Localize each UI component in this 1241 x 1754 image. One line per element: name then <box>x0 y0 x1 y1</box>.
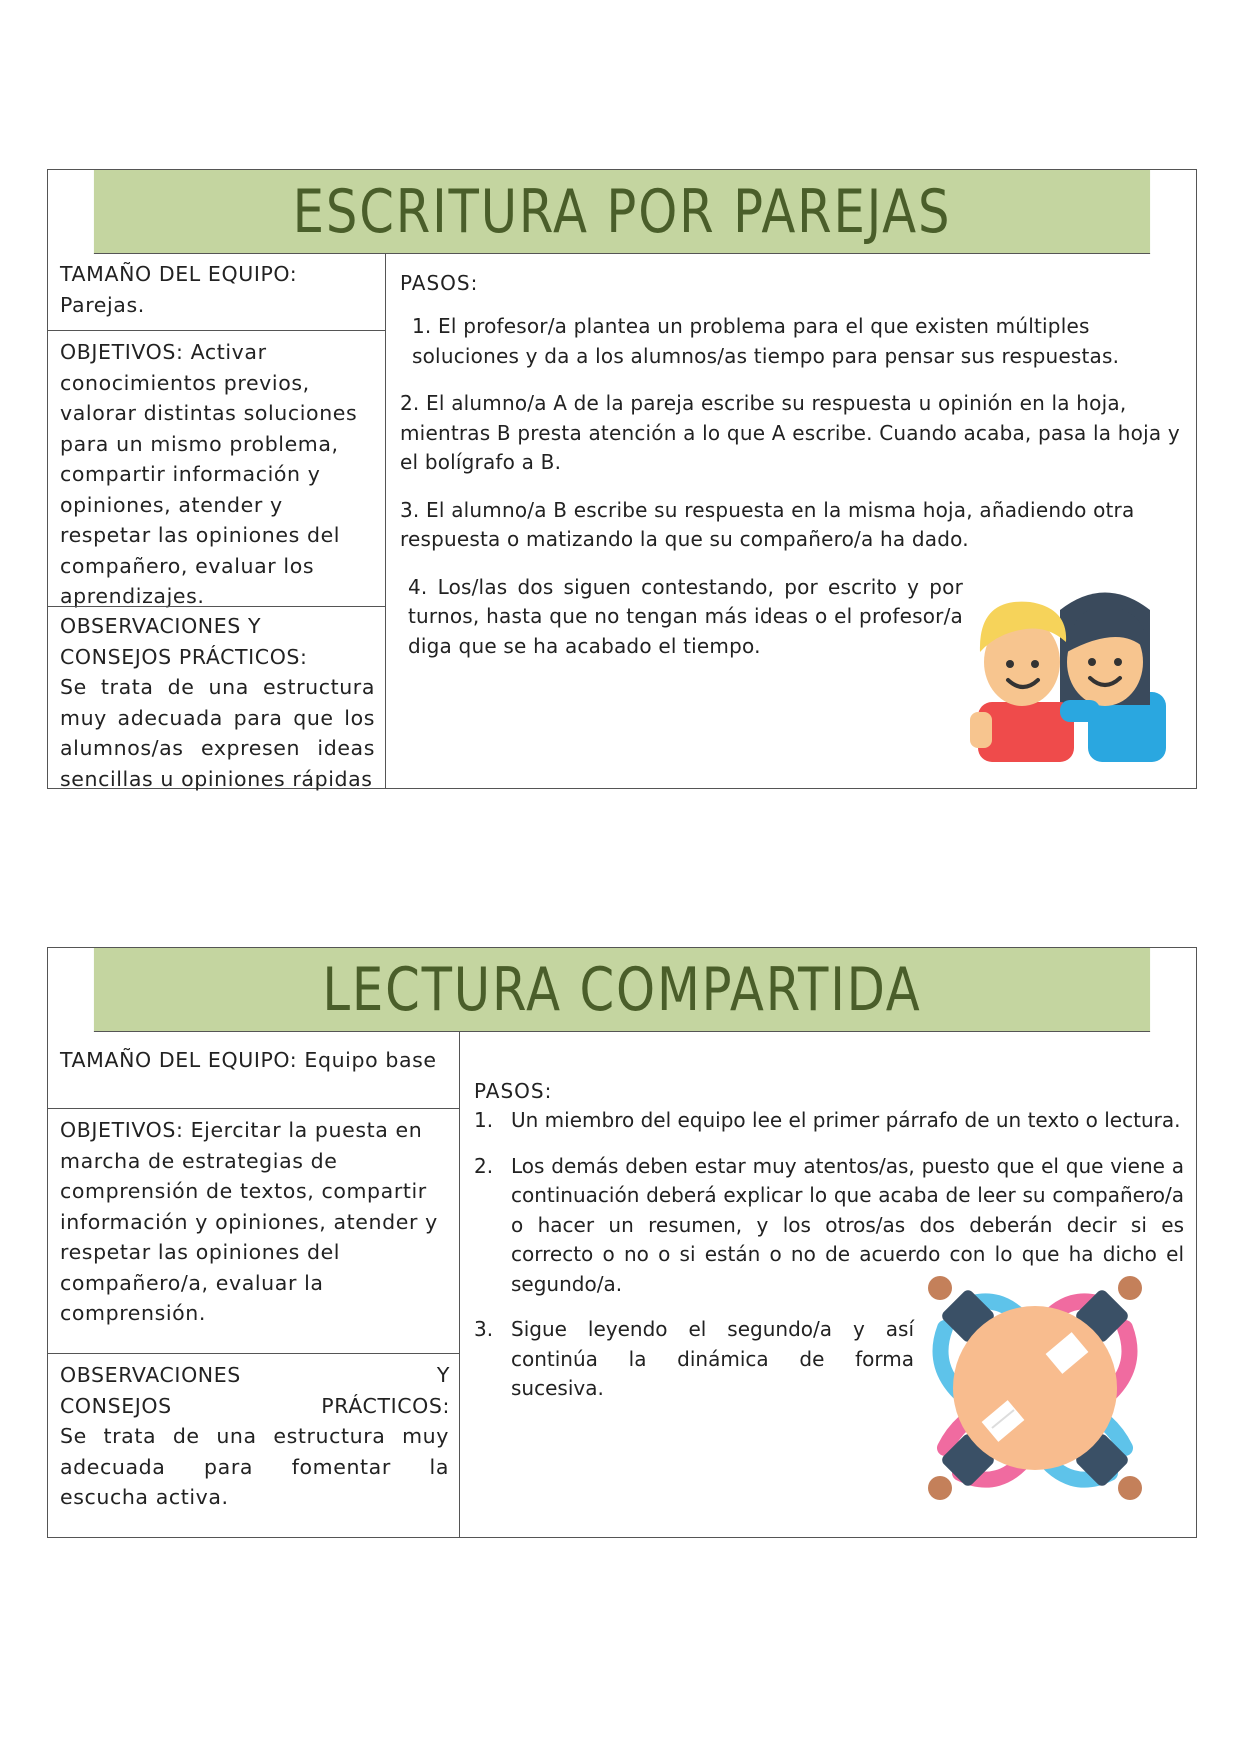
step-text: Sigue leyendo el segundo/a y así continúa la dinámica de forma sucesiva. <box>511 1317 914 1400</box>
step-2: 2. El alumno/a A de la pareja escribe su respuesta u opinión en la hoja, mientras B presta atención a lo que A escribe. Cuando acaba, pasa la hoja y el bolígrafo a B. <box>400 391 1180 474</box>
step-3: 3. El alumno/a B escribe su respuesta en la misma hoja, añadiendo otra respuesta o matizando la que su compañero/a ha dado. <box>400 497 1135 551</box>
round-table-team-icon <box>920 1268 1150 1508</box>
steps-title: PASOS: <box>474 1079 553 1103</box>
observations-cell <box>48 1353 459 1537</box>
two-kids-icon <box>940 582 1170 762</box>
step-2-text: Los demás deben estar muy atentos/as, puesto que el que viene a continuación deberá explicar lo que acaba de leer su compañero/a o hacer un resumen, y los otros/as dos deberán decir si es correcto o no o si están o no de acuerdo con lo que ha dicho el segundo/a. <box>511 1153 1184 1296</box>
info-column <box>48 1031 460 1537</box>
team-size-text: TAMAÑO DEL EQUIPO: Equipo base <box>60 1048 437 1072</box>
step-1: 1. El profesor/a plantea un problema para el que existen múltiples soluciones y da a los alumnos/as tiempo para pensar sus respuestas. <box>412 314 1120 368</box>
step-3 <box>474 1315 914 1404</box>
team-size-cell <box>48 1031 459 1108</box>
step-number: 2. <box>474 1153 494 1178</box>
step-1 <box>474 1106 1184 1136</box>
step-4: 4. Los/las dos siguen contestando, por escrito y por turnos, hasta que no tengan más ideas o el profesor/a diga que se ha acabado el tiempo. <box>408 574 963 658</box>
observations-title: OBSERVACIONES Y CONSEJOS PRÁCTICOS: <box>60 614 308 669</box>
objectives-text: OBJETIVOS: Ejercitar la puesta en marcha de estrategias de comprensión de textos, compartir información y opiniones, atender y respetar las opiniones del compañero/a, evaluar la comprensión. <box>60 1118 438 1325</box>
step-number: 3. <box>474 1317 494 1341</box>
card-title: LECTURA COMPARTIDA <box>94 948 1150 1032</box>
steps-title: PASOS: <box>400 271 479 295</box>
observations-cell <box>48 606 385 791</box>
observations-text: Se trata de una estructura muy adecuada para que los alumnos/as expresen ideas sencillas u opiniones rápidas <box>60 675 375 791</box>
objectives-cell <box>48 1108 459 1353</box>
observations-text: Se trata de una estructura muy adecuada para fomentar la escucha activa. <box>60 1424 449 1509</box>
objectives-cell <box>48 330 385 606</box>
team-size-text: TAMAÑO DEL EQUIPO: Parejas. <box>60 262 298 317</box>
observations-title: OBSERVACIONES Y CONSEJOS PRÁCTICOS: <box>60 1363 450 1418</box>
objectives-text: OBJETIVOS: Activar conocimientos previos, valorar distintas soluciones para un mismo problema, compartir información y opiniones, atender y respetar las opiniones del compañero, evaluar los aprendizajes. <box>60 340 358 608</box>
team-size-cell <box>48 253 385 330</box>
info-column <box>48 253 386 791</box>
card-title: ESCRITURA POR PAREJAS <box>94 170 1150 254</box>
step-text: Un miembro del equipo lee el primer párrafo de un texto o lectura. <box>511 1108 1181 1132</box>
step-number: 1. <box>474 1108 494 1132</box>
